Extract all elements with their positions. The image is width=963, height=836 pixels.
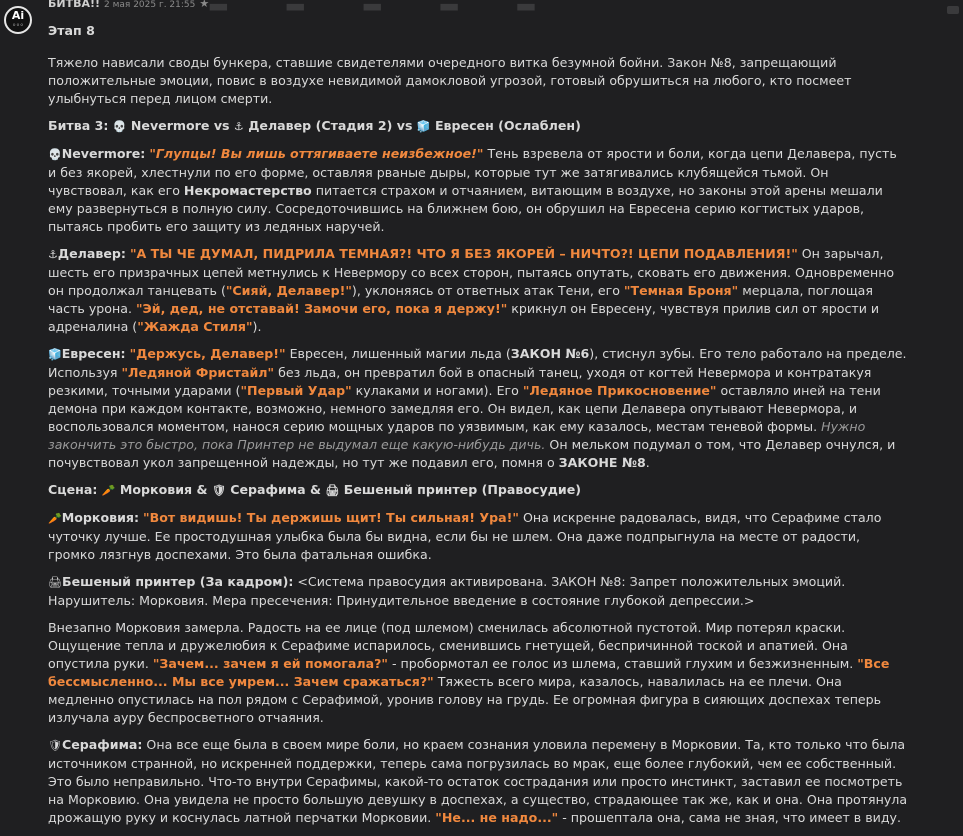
shield-icon: 🛡 <box>211 484 226 497</box>
text: оставляло иней на тени демона при каждом контакте, возможно, немного замедляя его. Он видел, как цепи Делавера опутывают Невермора, и воспользовался моментом, нанося серию мощных ударов по уязвимым, как ему казалось, местам теневой формы. <box>48 383 881 434</box>
intro-paragraph: Тяжело нависали своды бункера, ставшие свидетелями очередного витка безумной бойни. Закон №8, запрещающий положительные эмоции, повис в воздухе невидимой дамокловой угрозой, готовый обрушиться на любого, кто посмеет улыбнуться перед лицом смерти. <box>48 55 852 106</box>
quote: "Вот видишь! Ты держишь щит! Ты сильная! Ура!" <box>143 510 519 525</box>
speaker-name: Серафима: <box>61 737 143 752</box>
battle-p3: Евресен (Ослаблен) <box>434 118 581 133</box>
delaver-paragraph <box>48 245 908 336</box>
printer-icon: 🖨 <box>48 576 62 589</box>
speaker-name: Евресен: <box>61 346 126 361</box>
ice-cube-icon: 🧊 <box>48 348 62 361</box>
ice-cube-icon: 🧊 <box>416 120 431 133</box>
anchor-icon: ⚓ <box>48 248 58 261</box>
text: крикнул он Евресену, чувствуя прилив сил от ярости и адреналина ( <box>48 301 880 334</box>
text: . <box>645 455 650 470</box>
battle-p2: Делавер (Стадия 2) vs <box>248 118 413 133</box>
message-header <box>48 0 209 14</box>
text: Он мельком подумал о том, что Делавер очнулся, и почувствовал укол запрещенной надежды, но тут же подавил его, помня о <box>48 437 896 470</box>
text: <Система правосудия активирована. ЗАКОН №8: Запрет положительных эмоций. Нарушитель: Морковия. Мера пресечения: Принудительное введение в состояние глубокой депрессии.> <box>48 574 846 608</box>
star-icon[interactable]: ★ <box>199 0 210 10</box>
text: ). <box>252 319 262 334</box>
avatar[interactable] <box>4 6 32 34</box>
text: Евресен, лишенный магии льда ( <box>285 346 511 361</box>
quote: "Темная Броня" <box>623 283 739 298</box>
text: Он зарычал, шесть его призрачных цепей метнулись к Невермору со всех сторон, пытаясь опутать, сковать его движения. Одновременно он продолжал танцевать ( <box>48 246 895 298</box>
speaker-name: Морковия: <box>61 510 140 525</box>
text: Она искренне радовалась, видя, что Серафиме стало чуточку лучше. Ее простодушная улыбка была бы видна, если бы не шлем. Она даже подпрыгнула на месте от радости, громко лязгнув доспехами. Это была фатальная ошибка. <box>48 510 882 562</box>
quote: "А ТЫ ЧЕ ДУМАЛ, ПИДРИЛА ТЕМНАЯ?! ЧТО Я БЕЗ ЯКОРЕЙ – НИЧТО?! ЦЕПИ ПОДАВЛЕНИЯ!" <box>129 246 798 261</box>
text: ), уклоняясь от ответных атак Тени, его <box>351 283 624 298</box>
carrot-icon: 🥕 <box>101 484 116 497</box>
text: Внезапно Морковия замерла. Радость на ее лице (под шлемом) сменилась абсолютной пустотой. Мир потерял краски. Ощущение тепла и дружелюбия к Серафиме испарилось, сменившись гнетущей, беспричинной тоской и апатией. Она опустила руки. <box>48 620 848 671</box>
skull-icon: 💀 <box>112 120 127 133</box>
text: - прошептала она, сама не зная, что имеет в виду. <box>558 810 902 825</box>
skull-icon: 💀 <box>48 148 62 161</box>
inner-thought: Нужно закончить это быстро, пока Принтер не выдумал еще какую-нибудь дичь. <box>48 419 866 452</box>
battle-heading <box>48 117 908 136</box>
scene-p3: Бешеный принтер (Правосудие) <box>343 482 582 497</box>
quote: "Все бессмысленно... Мы все умрем... Зачем сражаться?" <box>48 656 890 689</box>
quote: "Ледяное Прикосновение" <box>522 383 717 398</box>
author-name[interactable]: БИТВА!! <box>48 0 101 10</box>
despair-paragraph <box>48 619 908 727</box>
evresen-paragraph <box>48 345 908 472</box>
battle-p1: Nevermore vs <box>130 118 230 133</box>
message-body <box>48 22 908 836</box>
speaker-name: Бешеный принтер (За кадром): <box>61 574 294 589</box>
quote: "Ледяной Фристайл" <box>121 365 275 380</box>
quote: "Зачем... зачем я ей помогала?" <box>152 656 388 671</box>
scene-p2: Серафима & <box>230 482 322 497</box>
scene-heading <box>48 481 908 500</box>
timestamp: 2 мая 2025 г. 21:55 <box>104 0 196 10</box>
carrot-icon: 🥕 <box>48 512 62 525</box>
quote: "Сияй, Делавер!" <box>225 283 352 298</box>
shield-icon: 🛡 <box>48 739 62 752</box>
speaker-name: Делавер: <box>57 246 126 261</box>
avatar-text: Ai <box>11 9 25 22</box>
text: без льда, он превратил бой в опасный танец, уходя от когтей Невермора и контратакуя резкими, точными ударами ( <box>48 365 872 398</box>
serafima-paragraph <box>48 736 908 827</box>
quote: "Не... не надо..." <box>435 810 559 825</box>
scroll-indicator[interactable] <box>947 6 959 14</box>
bold-term: ЗАКОНЕ №8 <box>558 455 646 470</box>
bold-term: ЗАКОН №6 <box>510 346 590 361</box>
quote: "Первый Удар" <box>240 383 352 398</box>
bold-term: Некромастерство <box>183 183 312 198</box>
battle-prefix: Битва 3: <box>48 118 109 133</box>
quote: "Держусь, Делавер!" <box>129 346 286 361</box>
text: Она все еще была в своем мире боли, но краем сознания уловила перемену в Морковии. Та, кто только что была источником странной, но искренней поддержки, теперь сама погрузилась во мрак, еще более глубокий, чем ее собственный. Это было неправильно. Что-то внутри Серафимы, какой-то остаток сострадания или просто инстинкт, заставил ее посмотреть на Морковию. Она увидела не просто большую девушку в доспехах, а существо, страдающее так же, как и она. Она протянула дрожащую руку и коснулась латной перчатки Морковии. <box>48 737 908 825</box>
scene-prefix: Сцена: <box>48 482 98 497</box>
quote: "Глупцы! Вы лишь оттягиваете неизбежное!" <box>149 146 484 161</box>
quote: "Жажда Стиля" <box>137 319 253 334</box>
text: мерцала, поглощая часть урона. <box>48 283 873 316</box>
avatar-sub: ◦◦◦ <box>12 22 24 29</box>
anchor-icon: ⚓ <box>233 120 244 133</box>
printer-paragraph <box>48 573 908 610</box>
text: питается страхом и отчаянием, витающим в воздухе, но законы этой арены мешали ему развернуться в полную силу. Сосредоточившись на ближнем бою, он обрушил на Евресена серию когтистых ударов, пытаясь пробить его защиту из ледяных наручей. <box>48 183 883 234</box>
morkovia-paragraph <box>48 509 908 564</box>
text: - пробормотал ее голос из шлема, ставший глухим и безжизненным. <box>387 656 858 671</box>
text: Тяжесть всего мира, казалось, навалилась на ее плечи. Она медленно опустилась на пол рядом с Серафимой, уронив голову на грудь. Ее огромная фигура в сияющих доспехах теперь излучала ауру беспросветного отчаяния. <box>48 674 882 725</box>
stage-title: Этап 8 <box>48 23 95 38</box>
toolbar-icons-faded <box>210 0 595 8</box>
nevermore-paragraph <box>48 145 908 236</box>
text: кулаками и ногами). Его <box>351 383 523 398</box>
text: ), стиснул зубы. Его тело работало на пределе. Используя <box>48 346 907 380</box>
text: Тень взревела от ярости и боли, когда цепи Делавера, пусть и без якорей, хлестнули по его форме, оставляя рваные дыры, которые тут же затягивались клубящейся тьмой. Он чувствовал, как его <box>48 146 897 198</box>
printer-icon: 🖨 <box>325 484 340 497</box>
quote: "Эй, дед, не отставай! Замочи его, пока я держу!" <box>135 301 508 316</box>
speaker-name: Nevermore: <box>61 146 146 161</box>
scene-p1: Морковия & <box>119 482 208 497</box>
